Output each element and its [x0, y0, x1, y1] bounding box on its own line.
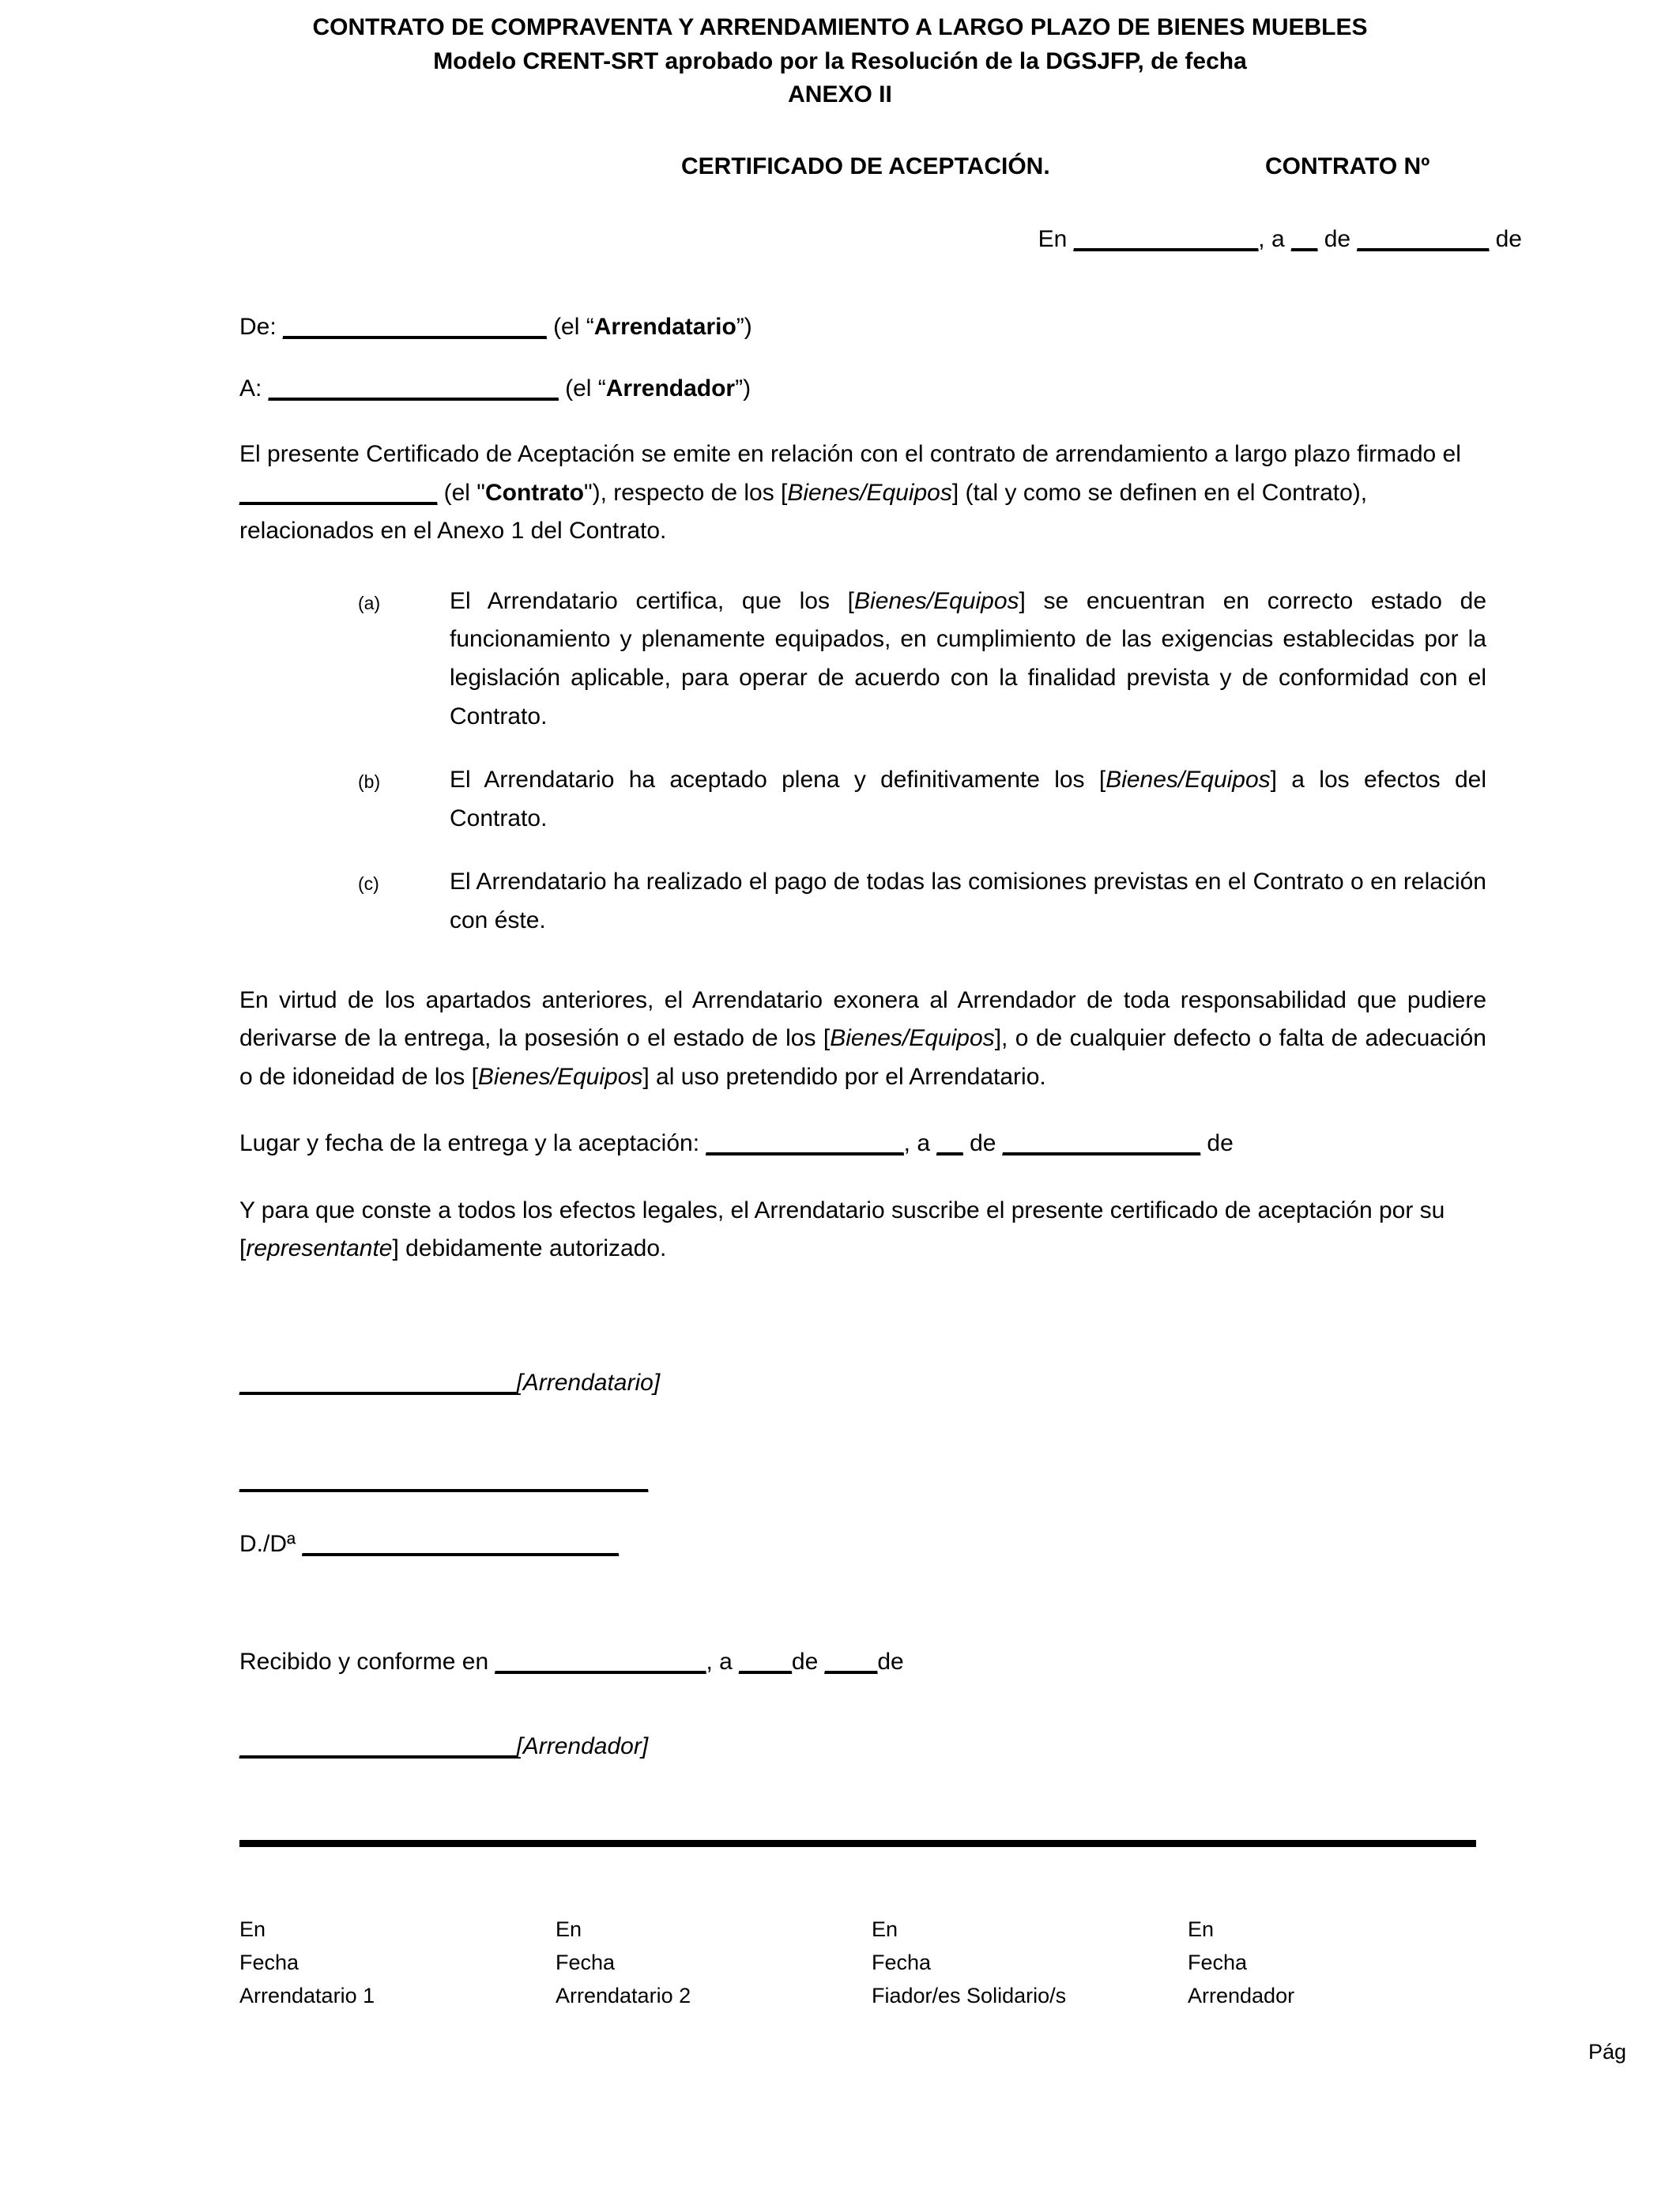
- delivery-label: Lugar y fecha de la entrega y la aceptación:: [239, 1130, 706, 1157]
- header-line-1: CONTRATO DE COMPRAVENTA Y ARRENDAMIENTO A LARGO PLAZO DE BIENES MUEBLES: [312, 14, 1368, 40]
- party-to-label: A:: [239, 375, 269, 402]
- footer-signature-columns: [239, 1913, 1680, 2013]
- footer-en-label-4: En: [1188, 1917, 1215, 1942]
- received-mid-1: , a: [706, 1649, 740, 1676]
- intro-part-3: "), respecto de los [: [583, 479, 788, 506]
- release-paragraph: [239, 982, 1486, 1097]
- lessor-signature-line: [239, 1728, 1486, 1764]
- clause-a-part-2: ] se encuentran en correcto estado de funcionamiento y plenamente equipados, en cumplimiento de las exigencias establecidas por la legislación aplicable, para operar de acuerdo con la finalidad prevista y de conformidad con el Contrato.: [450, 587, 1487, 729]
- received-label: Recibido y conforme en: [239, 1649, 495, 1676]
- intro-part-2: (el ": [437, 479, 485, 506]
- certificate-title: CERTIFICADO DE ACEPTACIÓN.: [681, 153, 1050, 179]
- clause-c-part-1: El Arrendatario ha realizado el pago de todas las comisiones previstas en el Contrato o en relación con éste.: [450, 869, 1486, 933]
- footer-en-label-3: En: [872, 1917, 898, 1942]
- party-to-open: (el “: [558, 375, 606, 402]
- received-mid-2: de: [791, 1649, 825, 1676]
- release-part-2: ], o de cualquier defecto o falta de adecuación o de idoneidad de los [: [239, 1025, 1486, 1090]
- party-from-role: Arrendatario: [593, 313, 736, 340]
- footer-en-label-2: En: [556, 1917, 582, 1942]
- closing-representative-word: representante: [246, 1235, 393, 1262]
- clause-text-a: [450, 582, 1486, 736]
- footer-divider: [239, 1840, 1476, 1847]
- release-part-1: En virtud de los apartados anteriores, el Arrendatario exonera al Arrendador de toda responsabilidad que pudiere derivarse de la entrega, la posesión o el estado de los [: [239, 986, 1486, 1052]
- document-body: [239, 308, 1486, 1764]
- footer-fecha-label-2: Fecha: [556, 1950, 616, 1974]
- signature-spacer-2: [239, 1498, 1486, 1526]
- lessor-signature-label: [Arrendador]: [516, 1733, 649, 1760]
- date-mid-2: de: [1317, 225, 1358, 252]
- delivery-mid-1: , a: [903, 1130, 937, 1157]
- date-month-blank: __________: [1357, 225, 1490, 252]
- date-place-blank: ______________: [1073, 225, 1259, 252]
- footer-role-label-1: Arrendatario 1: [239, 1983, 375, 2007]
- footer-fecha-label-4: Fecha: [1188, 1950, 1248, 1974]
- date-day-blank: __: [1291, 225, 1318, 252]
- party-from-line: [239, 308, 1486, 347]
- standalone-signature-blank: _______________________________: [239, 1467, 649, 1494]
- signature-spacer-1: [239, 1400, 1486, 1462]
- clause-a-part-1: El Arrendatario certifica, que los [: [450, 587, 855, 614]
- header-line-2: Modelo CRENT-SRT aprobado por la Resolución de la DGSJFP, de fecha: [433, 47, 1247, 74]
- signature-spacer-3: [239, 1562, 1486, 1644]
- footer-en-label-1: En: [239, 1917, 266, 1942]
- lessee-signature-line: [239, 1365, 1486, 1400]
- intro-goods-term: Bienes/Equipos: [787, 479, 952, 506]
- date-mid-1: , a: [1258, 225, 1291, 252]
- footer-fecha-label-1: Fecha: [239, 1950, 299, 1974]
- clause-marker-b: (b): [358, 771, 381, 793]
- header-line-3-annex: ANEXO II: [788, 81, 892, 108]
- delivery-date-line: [239, 1125, 1486, 1163]
- lessee-signature-blank: _____________________: [239, 1370, 517, 1397]
- closing-part-1: Y para que conste a todos los efectos legales, el Arrendatario suscribe el presente certificado de aceptación por su [: [239, 1197, 1445, 1262]
- footer-column-arrendatario-1: [239, 1913, 556, 2013]
- signer-name-blank: ________________________: [302, 1531, 619, 1558]
- delivery-suffix: de: [1200, 1130, 1234, 1157]
- party-to-blank: ______________________: [268, 375, 559, 402]
- footer-fecha-label-3: Fecha: [872, 1950, 932, 1974]
- clause-item-a: [358, 582, 1486, 736]
- clause-text-b: [450, 761, 1486, 838]
- intro-contract-word: Contrato: [484, 479, 584, 506]
- signature-area: [239, 1365, 1486, 1764]
- intro-paragraph: [239, 435, 1486, 551]
- signer-name-line: [239, 1526, 1486, 1562]
- footer-column-arrendador: [1188, 1913, 1294, 2013]
- clause-marker-a: (a): [358, 592, 381, 613]
- clause-b-goods: Bienes/Equipos: [1106, 767, 1271, 794]
- party-from-close: ”): [736, 313, 752, 340]
- delivery-mid-2: de: [962, 1130, 1003, 1157]
- party-to-close: ”): [735, 375, 751, 402]
- received-conforme-line: [239, 1644, 1486, 1679]
- footer-role-label-4: Arrendador: [1188, 1983, 1295, 2007]
- footer-column-arrendatario-2: [556, 1913, 872, 2013]
- date-suffix: de: [1489, 225, 1522, 252]
- received-day-blank: ____: [739, 1649, 792, 1676]
- standalone-signature-line: [239, 1462, 1486, 1498]
- release-part-3: ] al uso pretendido por el Arrendatario.: [642, 1063, 1046, 1090]
- delivery-place-blank: _______________: [706, 1130, 904, 1157]
- document-header: [0, 0, 1680, 112]
- party-to-line: [239, 370, 1486, 409]
- clause-item-b: [358, 761, 1486, 838]
- clause-item-c: [358, 863, 1486, 940]
- intro-part-1: El presente Certificado de Aceptación se emite en relación con el contrato de arrendamiento a largo plazo firmado el: [239, 440, 1461, 467]
- header-date-line: [0, 226, 1680, 253]
- release-goods-2: Bienes/Equipos: [477, 1063, 643, 1090]
- delivery-day-blank: __: [936, 1130, 963, 1157]
- party-from-open: (el “: [546, 313, 594, 340]
- party-to-role: Arrendador: [605, 375, 736, 402]
- party-from-blank: ____________________: [283, 313, 547, 340]
- clause-b-part-1: El Arrendatario ha aceptado plena y definitivamente los [: [450, 767, 1106, 794]
- signer-name-label: D./Dª: [239, 1531, 303, 1558]
- footer-role-label-2: Arrendatario 2: [556, 1983, 691, 2007]
- closing-paragraph: [239, 1192, 1486, 1269]
- clause-a-goods: Bienes/Equipos: [854, 587, 1019, 614]
- delivery-month-blank: _______________: [1002, 1130, 1201, 1157]
- closing-part-2: ] debidamente autorizado.: [392, 1235, 667, 1262]
- clause-list: [358, 582, 1486, 941]
- lessor-signature-blank: _____________________: [239, 1733, 517, 1760]
- party-from-label: De:: [239, 313, 284, 340]
- received-place-blank: ________________: [495, 1649, 706, 1676]
- clause-marker-c: (c): [358, 873, 379, 895]
- lessee-signature-label: [Arrendatario]: [516, 1370, 661, 1397]
- page-number-label: Pág: [1588, 2039, 1626, 2064]
- received-month-blank: ____: [824, 1649, 878, 1676]
- intro-part-4: ] (tal y como se definen en el Contrato), relacionados en el Anexo 1 del Contrato.: [239, 479, 1368, 545]
- footer-role-label-3: Fiador/es Solidario/s: [872, 1983, 1067, 2007]
- contract-number-label: CONTRATO Nº: [1265, 153, 1430, 179]
- footer-column-fiador: [872, 1913, 1188, 2013]
- received-suffix: de: [877, 1649, 904, 1676]
- signature-spacer-4: [239, 1679, 1486, 1728]
- date-prefix: En: [1038, 225, 1074, 252]
- clause-text-c: [450, 863, 1486, 940]
- clause-b-part-2: ] a los efectos del Contrato.: [450, 767, 1486, 831]
- release-goods-1: Bienes/Equipos: [830, 1025, 995, 1052]
- intro-date-blank: _______________: [239, 479, 438, 506]
- certificate-title-row: [0, 153, 1680, 190]
